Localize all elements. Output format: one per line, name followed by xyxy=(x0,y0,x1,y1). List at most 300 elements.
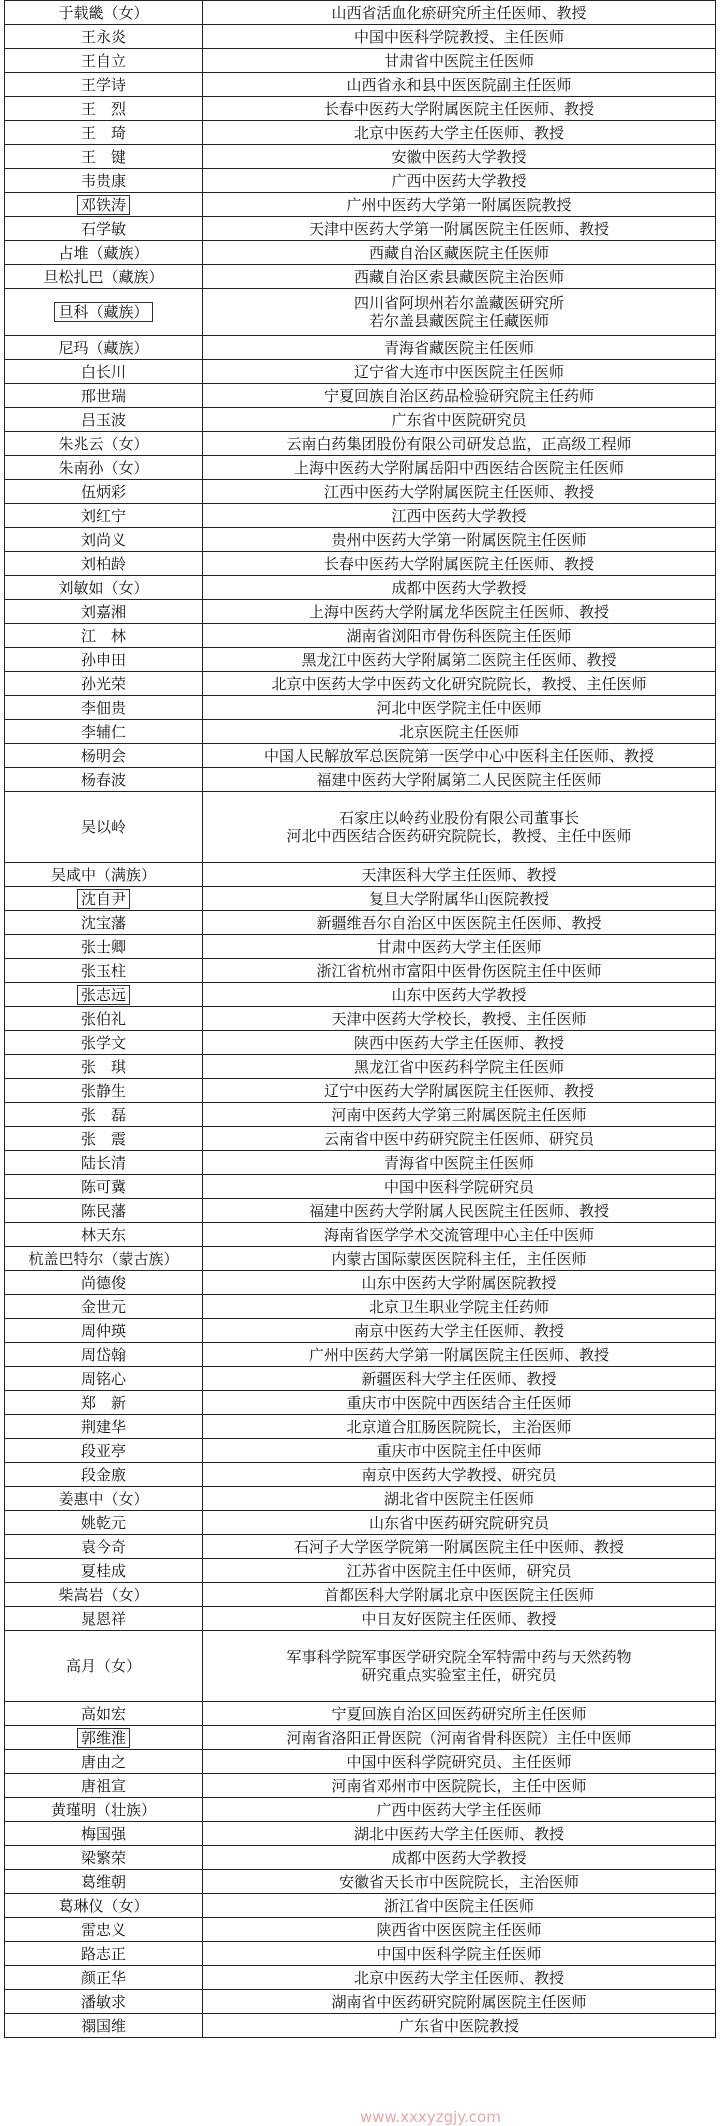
name-cell xyxy=(5,911,203,935)
name-cell xyxy=(5,49,203,73)
person-title: 中国人民解放军总医院第一医学中心中医科主任医师、教授 xyxy=(263,746,654,765)
table-row xyxy=(5,1319,716,1343)
person-title: 黑龙江省中医药科学院主任医师 xyxy=(353,1057,564,1076)
table-row xyxy=(5,408,716,432)
table-row xyxy=(5,169,716,193)
person-name: 王 琦 xyxy=(80,123,126,142)
name-cell xyxy=(5,73,203,97)
title-cell xyxy=(203,1031,716,1055)
title-cell xyxy=(203,1391,716,1415)
person-title: 西藏自治区索县藏医院主治医师 xyxy=(353,267,564,286)
table-row xyxy=(5,360,716,384)
name-cell xyxy=(5,432,203,456)
table-row xyxy=(5,1535,716,1559)
person-title: 成都中医药大学教授 xyxy=(391,1848,527,1867)
table-row xyxy=(5,241,716,265)
title-cell xyxy=(203,744,716,768)
person-title: 贵州中医药大学第一附属医院主任医师 xyxy=(331,530,587,549)
person-title: 中日友好医院主任医师、教授 xyxy=(361,1609,557,1628)
person-name: 颜正华 xyxy=(80,1968,126,1987)
title-cell xyxy=(203,1726,716,1750)
title-cell xyxy=(203,336,716,360)
person-name: 禤国维 xyxy=(80,2016,126,2035)
person-title: 北京卫生职业学院主任药师 xyxy=(368,1297,549,1316)
table-row xyxy=(5,1271,716,1295)
name-cell xyxy=(5,384,203,408)
table-row xyxy=(5,25,716,49)
table-row xyxy=(5,959,716,983)
title-cell xyxy=(203,1415,716,1439)
table-row xyxy=(5,1103,716,1127)
table-row xyxy=(5,1702,716,1726)
table-row xyxy=(5,1487,716,1511)
person-title: 长春中医药大学附属医院主任医师、教授 xyxy=(323,99,594,118)
title-cell xyxy=(203,1367,716,1391)
person-name: 王自立 xyxy=(80,51,126,70)
title-cell xyxy=(203,1774,716,1798)
table-row xyxy=(5,1175,716,1199)
person-name: 张伯礼 xyxy=(80,1009,126,1028)
name-cell xyxy=(5,1295,203,1319)
person-name: 尚德俊 xyxy=(80,1273,126,1292)
person-name: 段金廒 xyxy=(80,1465,126,1484)
person-name: 张士卿 xyxy=(80,937,126,956)
title-cell xyxy=(203,193,716,217)
person-title: 中国中医科学院教授、主任医师 xyxy=(353,27,564,46)
name-cell xyxy=(5,336,203,360)
table-row xyxy=(5,1559,716,1583)
person-name: 刘红宁 xyxy=(80,506,126,525)
person-name: 张静生 xyxy=(80,1081,126,1100)
table-row xyxy=(5,648,716,672)
table-row xyxy=(5,49,716,73)
name-cell xyxy=(5,1319,203,1343)
name-cell xyxy=(5,552,203,576)
title-cell xyxy=(203,432,716,456)
name-cell xyxy=(5,265,203,289)
person-title: 北京中医药大学主任医师、教授 xyxy=(353,123,564,142)
person-name: 江 林 xyxy=(80,626,126,645)
person-name: 朱南孙（女） xyxy=(58,458,149,477)
person-name: 伍炳彩 xyxy=(80,482,126,501)
person-title: 辽宁中医药大学附属医院主任医师、教授 xyxy=(323,1081,594,1100)
title-cell xyxy=(203,1127,716,1151)
name-cell xyxy=(5,1151,203,1175)
title-cell xyxy=(203,1535,716,1559)
person-title: 中国中医科学院主任医师 xyxy=(376,1944,542,1963)
name-cell xyxy=(5,600,203,624)
name-cell xyxy=(5,1031,203,1055)
table-row xyxy=(5,1990,716,2014)
title-cell xyxy=(203,624,716,648)
name-cell xyxy=(5,1055,203,1079)
name-cell xyxy=(5,1079,203,1103)
title-cell xyxy=(203,73,716,97)
title-cell xyxy=(203,1750,716,1774)
name-cell xyxy=(5,1367,203,1391)
person-title: 上海中医药大学附属岳阳中西医结合医院主任医师 xyxy=(293,458,624,477)
title-cell xyxy=(203,169,716,193)
table-row xyxy=(5,792,716,863)
table-row xyxy=(5,1295,716,1319)
person-title: 首都医科大学附属北京中医医院主任医师 xyxy=(323,1585,594,1604)
person-name: 王永炎 xyxy=(80,27,126,46)
person-title: 广东省中医院研究员 xyxy=(391,410,527,429)
person-title: 甘肃中医药大学主任医师 xyxy=(376,937,542,956)
person-title: 广西中医药大学教授 xyxy=(391,171,527,190)
person-name: 陈可冀 xyxy=(80,1177,126,1196)
name-cell xyxy=(5,1223,203,1247)
table-row xyxy=(5,336,716,360)
name-cell xyxy=(5,1942,203,1966)
person-title: 北京道合肛肠医院院长，主治医师 xyxy=(346,1417,572,1436)
person-title: 内蒙古国际蒙医医院科主任，主任医师 xyxy=(331,1249,587,1268)
person-name: 李辅仁 xyxy=(80,722,126,741)
table-row xyxy=(5,1151,716,1175)
person-title: 山东中医药大学教授 xyxy=(391,985,527,1004)
person-title: 北京医院主任医师 xyxy=(398,722,519,741)
title-cell xyxy=(203,935,716,959)
person-name: 朱兆云（女） xyxy=(58,434,149,453)
person-name: 唐由之 xyxy=(80,1752,126,1771)
person-title: 湖南省中医药研究院附属医院主任医师 xyxy=(331,1992,587,2011)
name-cell xyxy=(5,696,203,720)
person-name: 刘柏龄 xyxy=(80,554,126,573)
person-name: 张 磊 xyxy=(80,1105,126,1124)
title-cell xyxy=(203,1918,716,1942)
person-title: 河南中医药大学第三附属医院主任医师 xyxy=(331,1105,587,1124)
table-row xyxy=(5,1247,716,1271)
title-cell xyxy=(203,1463,716,1487)
title-cell xyxy=(203,1007,716,1031)
person-name: 孙申田 xyxy=(80,650,126,669)
person-name: 梁繁荣 xyxy=(80,1848,126,1867)
person-name: 唐祖宣 xyxy=(80,1776,126,1795)
person-title: 山东省中医药研究院研究员 xyxy=(368,1513,549,1532)
person-name: 周铭心 xyxy=(80,1369,126,1388)
name-cell xyxy=(5,1487,203,1511)
person-name: 尼玛（藏族） xyxy=(58,338,149,357)
name-cell xyxy=(5,1966,203,1990)
person-title: 西藏自治区藏医院主任医师 xyxy=(368,243,549,262)
table-row xyxy=(5,1583,716,1607)
table-row xyxy=(5,1223,716,1247)
name-cell xyxy=(5,1726,203,1750)
person-title: 天津中医药大学第一附属医院主任医师、教授 xyxy=(308,219,609,238)
table-row xyxy=(5,672,716,696)
table-row xyxy=(5,1415,716,1439)
name-cell xyxy=(5,121,203,145)
person-name: 陈民藩 xyxy=(80,1201,126,1220)
title-cell xyxy=(203,600,716,624)
name-cell xyxy=(5,25,203,49)
person-title: 海南省医学学术交流管理中心主任中医师 xyxy=(323,1225,594,1244)
title-cell xyxy=(203,696,716,720)
table-row xyxy=(5,1631,716,1702)
title-cell xyxy=(203,648,716,672)
person-title: 复旦大学附属华山医院教授 xyxy=(368,889,549,908)
person-title: 江苏省中医院主任中医师，研究员 xyxy=(346,1561,572,1580)
person-title: 浙江省杭州市富阳中医骨伤医院主任中医师 xyxy=(316,961,602,980)
person-title: 军事科学院军事医学研究院全军特需中药与天然药物 xyxy=(286,1648,632,1666)
person-name: 梅国强 xyxy=(80,1824,126,1843)
person-title: 广西中医药大学主任医师 xyxy=(376,1800,542,1819)
person-name: 林天东 xyxy=(80,1225,126,1244)
table-row xyxy=(5,1942,716,1966)
name-cell xyxy=(5,935,203,959)
table-row xyxy=(5,1439,716,1463)
table-row xyxy=(5,1918,716,1942)
name-cell xyxy=(5,217,203,241)
title-cell xyxy=(203,480,716,504)
name-cell xyxy=(5,576,203,600)
person-name: 姚乾元 xyxy=(80,1513,126,1532)
name-cell xyxy=(5,1607,203,1631)
name-cell xyxy=(5,1199,203,1223)
table-row xyxy=(5,1726,716,1750)
title-cell xyxy=(203,1894,716,1918)
person-title: 辽宁省大连市中医医院主任医师 xyxy=(353,362,564,381)
table-row xyxy=(5,1367,716,1391)
table-row xyxy=(5,1846,716,1870)
title-cell xyxy=(203,1223,716,1247)
person-title: 北京中医药大学中医药文化研究院院长，教授、主任医师 xyxy=(271,674,647,693)
table-row xyxy=(5,911,716,935)
table-row xyxy=(5,1822,716,1846)
table-row xyxy=(5,2014,716,2038)
person-title: 湖北中医药大学主任医师、教授 xyxy=(353,1824,564,1843)
table-row xyxy=(5,1966,716,1990)
table-row xyxy=(5,265,716,289)
person-name: 白长川 xyxy=(80,362,126,381)
person-name: 张志远 xyxy=(77,985,130,1005)
name-cell xyxy=(5,1918,203,1942)
title-cell xyxy=(203,241,716,265)
title-cell xyxy=(203,1247,716,1271)
person-title: 湖北省中医院主任医师 xyxy=(383,1489,534,1508)
person-title-line2: 河北中西医结合医药研究院院长，教授、主任中医师 xyxy=(286,827,632,845)
title-cell xyxy=(203,1055,716,1079)
title-cell xyxy=(203,552,716,576)
name-cell xyxy=(5,145,203,169)
name-cell xyxy=(5,1870,203,1894)
name-cell xyxy=(5,169,203,193)
person-title: 山西省永和县中医医院副主任医师 xyxy=(346,75,572,94)
table-row xyxy=(5,1607,716,1631)
title-cell xyxy=(203,1295,716,1319)
name-cell xyxy=(5,1559,203,1583)
name-cell xyxy=(5,863,203,887)
person-title: 广东省中医院教授 xyxy=(398,2016,519,2035)
table-row xyxy=(5,1750,716,1774)
title-cell xyxy=(203,1175,716,1199)
table-row xyxy=(5,624,716,648)
person-title: 江西中医药大学教授 xyxy=(391,506,527,525)
table-row xyxy=(5,97,716,121)
title-cell xyxy=(203,1798,716,1822)
person-name: 占堆（藏族） xyxy=(58,243,149,262)
name-cell xyxy=(5,1463,203,1487)
person-title: 青海省中医院主任医师 xyxy=(383,1153,534,1172)
person-name: 邓铁涛 xyxy=(77,195,130,215)
name-cell xyxy=(5,193,203,217)
name-cell xyxy=(5,1750,203,1774)
title-cell xyxy=(203,1631,716,1702)
person-title: 中国中医科学院研究员、主任医师 xyxy=(346,1752,572,1771)
person-title: 重庆市中医院中西医结合主任医师 xyxy=(346,1393,572,1412)
person-title-line2: 若尔盖县藏医院主任藏医师 xyxy=(368,312,549,330)
person-name: 吕玉波 xyxy=(80,410,126,429)
table-row xyxy=(5,863,716,887)
person-name: 旦松扎巴（藏族） xyxy=(43,267,164,286)
table-row xyxy=(5,1,716,25)
table-row xyxy=(5,1511,716,1535)
roster-table xyxy=(4,0,716,2038)
title-cell xyxy=(203,1271,716,1295)
person-name: 于载畿（女） xyxy=(58,3,149,22)
table-row xyxy=(5,696,716,720)
table-row xyxy=(5,193,716,217)
name-cell xyxy=(5,983,203,1007)
name-cell xyxy=(5,1822,203,1846)
person-title: 安徽中医药大学教授 xyxy=(391,147,527,166)
person-name: 金世元 xyxy=(80,1297,126,1316)
person-title: 甘肃省中医院主任医师 xyxy=(383,51,534,70)
table-row xyxy=(5,1127,716,1151)
table-row xyxy=(5,1055,716,1079)
table-row xyxy=(5,1894,716,1918)
title-cell xyxy=(203,384,716,408)
name-cell xyxy=(5,97,203,121)
person-name: 刘尚义 xyxy=(80,530,126,549)
person-title: 山西省活血化瘀研究所主任医师、教授 xyxy=(331,3,587,22)
name-cell xyxy=(5,456,203,480)
person-name: 邢世瑞 xyxy=(80,386,126,405)
name-cell xyxy=(5,1798,203,1822)
name-cell xyxy=(5,1103,203,1127)
table-row xyxy=(5,456,716,480)
person-name: 周岱翰 xyxy=(80,1345,126,1364)
name-cell xyxy=(5,720,203,744)
name-cell xyxy=(5,1846,203,1870)
person-title: 广州中医药大学第一附属医院主任医师、教授 xyxy=(308,1345,609,1364)
table-row xyxy=(5,552,716,576)
person-title: 河北中医学院主任中医师 xyxy=(376,698,542,717)
person-name: 夏桂成 xyxy=(80,1561,126,1580)
title-cell xyxy=(203,792,716,863)
title-cell xyxy=(203,863,716,887)
person-title: 广州中医药大学第一附属医院教授 xyxy=(346,195,572,214)
title-cell xyxy=(203,1079,716,1103)
table-row xyxy=(5,121,716,145)
title-cell xyxy=(203,911,716,935)
table-row xyxy=(5,528,716,552)
name-cell xyxy=(5,528,203,552)
person-title: 云南白药集团股份有限公司研发总监，正高级工程师 xyxy=(286,434,632,453)
person-title: 福建中医药大学附属第二人民医院主任医师 xyxy=(316,770,602,789)
table-row xyxy=(5,1031,716,1055)
person-name: 刘敏如（女） xyxy=(58,578,149,597)
person-name: 袁今奇 xyxy=(80,1537,126,1556)
person-title: 石河子大学医学院第一附属医院主任中医师、教授 xyxy=(293,1537,624,1556)
title-cell xyxy=(203,1942,716,1966)
title-cell xyxy=(203,121,716,145)
person-title: 四川省阿坝州若尔盖藏医研究所 xyxy=(353,294,564,312)
person-name: 陆长清 xyxy=(80,1153,126,1172)
person-name: 李佃贵 xyxy=(80,698,126,717)
table-row xyxy=(5,1391,716,1415)
title-cell xyxy=(203,983,716,1007)
person-name: 沈自尹 xyxy=(77,889,130,909)
table-row xyxy=(5,217,716,241)
table-row xyxy=(5,384,716,408)
name-cell xyxy=(5,1511,203,1535)
person-name: 葛维朝 xyxy=(80,1872,126,1891)
person-title: 上海中医药大学附属龙华医院主任医师、教授 xyxy=(308,602,609,621)
person-title: 新疆维吾尔自治区中医医院主任医师、教授 xyxy=(316,913,602,932)
title-cell xyxy=(203,408,716,432)
person-name: 周仲瑛 xyxy=(80,1321,126,1340)
person-name: 旦科（藏族） xyxy=(54,302,152,322)
title-cell xyxy=(203,1966,716,1990)
name-cell xyxy=(5,624,203,648)
title-cell xyxy=(203,1151,716,1175)
table-row xyxy=(5,744,716,768)
table-row xyxy=(5,289,716,336)
title-cell xyxy=(203,1487,716,1511)
person-title: 重庆市中医院主任中医师 xyxy=(376,1441,542,1460)
table-row xyxy=(5,1199,716,1223)
name-cell xyxy=(5,1583,203,1607)
title-cell xyxy=(203,1583,716,1607)
person-name: 王 键 xyxy=(80,147,126,166)
table-row xyxy=(5,432,716,456)
title-cell xyxy=(203,97,716,121)
name-cell xyxy=(5,887,203,911)
table-row xyxy=(5,576,716,600)
title-cell xyxy=(203,504,716,528)
title-cell xyxy=(203,2014,716,2038)
name-cell xyxy=(5,1,203,25)
person-title: 陕西中医药大学主任医师、教授 xyxy=(353,1033,564,1052)
person-name: 张玉柱 xyxy=(80,961,126,980)
title-cell xyxy=(203,217,716,241)
title-cell xyxy=(203,1559,716,1583)
person-title: 天津中医药大学校长，教授、主任医师 xyxy=(331,1009,587,1028)
title-cell xyxy=(203,1103,716,1127)
name-cell xyxy=(5,480,203,504)
title-cell xyxy=(203,1702,716,1726)
title-cell xyxy=(203,1343,716,1367)
person-name: 刘嘉湘 xyxy=(80,602,126,621)
person-title: 湖南省浏阳市骨伤科医院主任医师 xyxy=(346,626,572,645)
person-title: 石家庄以岭药业股份有限公司董事长 xyxy=(338,809,579,827)
name-cell xyxy=(5,1391,203,1415)
person-title: 青海省藏医院主任医师 xyxy=(383,338,534,357)
name-cell xyxy=(5,744,203,768)
name-cell xyxy=(5,1271,203,1295)
name-cell xyxy=(5,408,203,432)
person-title: 南京中医药大学主任医师、教授 xyxy=(353,1321,564,1340)
person-name: 吴咸中（满族） xyxy=(50,865,156,884)
person-name: 沈宝藩 xyxy=(80,913,126,932)
person-title: 河南省洛阳正骨医院（河南省骨科医院）主任中医师 xyxy=(286,1728,632,1747)
person-name: 高月（女） xyxy=(65,1657,141,1675)
name-cell xyxy=(5,672,203,696)
title-cell xyxy=(203,1439,716,1463)
title-cell xyxy=(203,1870,716,1894)
person-name: 孙光荣 xyxy=(80,674,126,693)
